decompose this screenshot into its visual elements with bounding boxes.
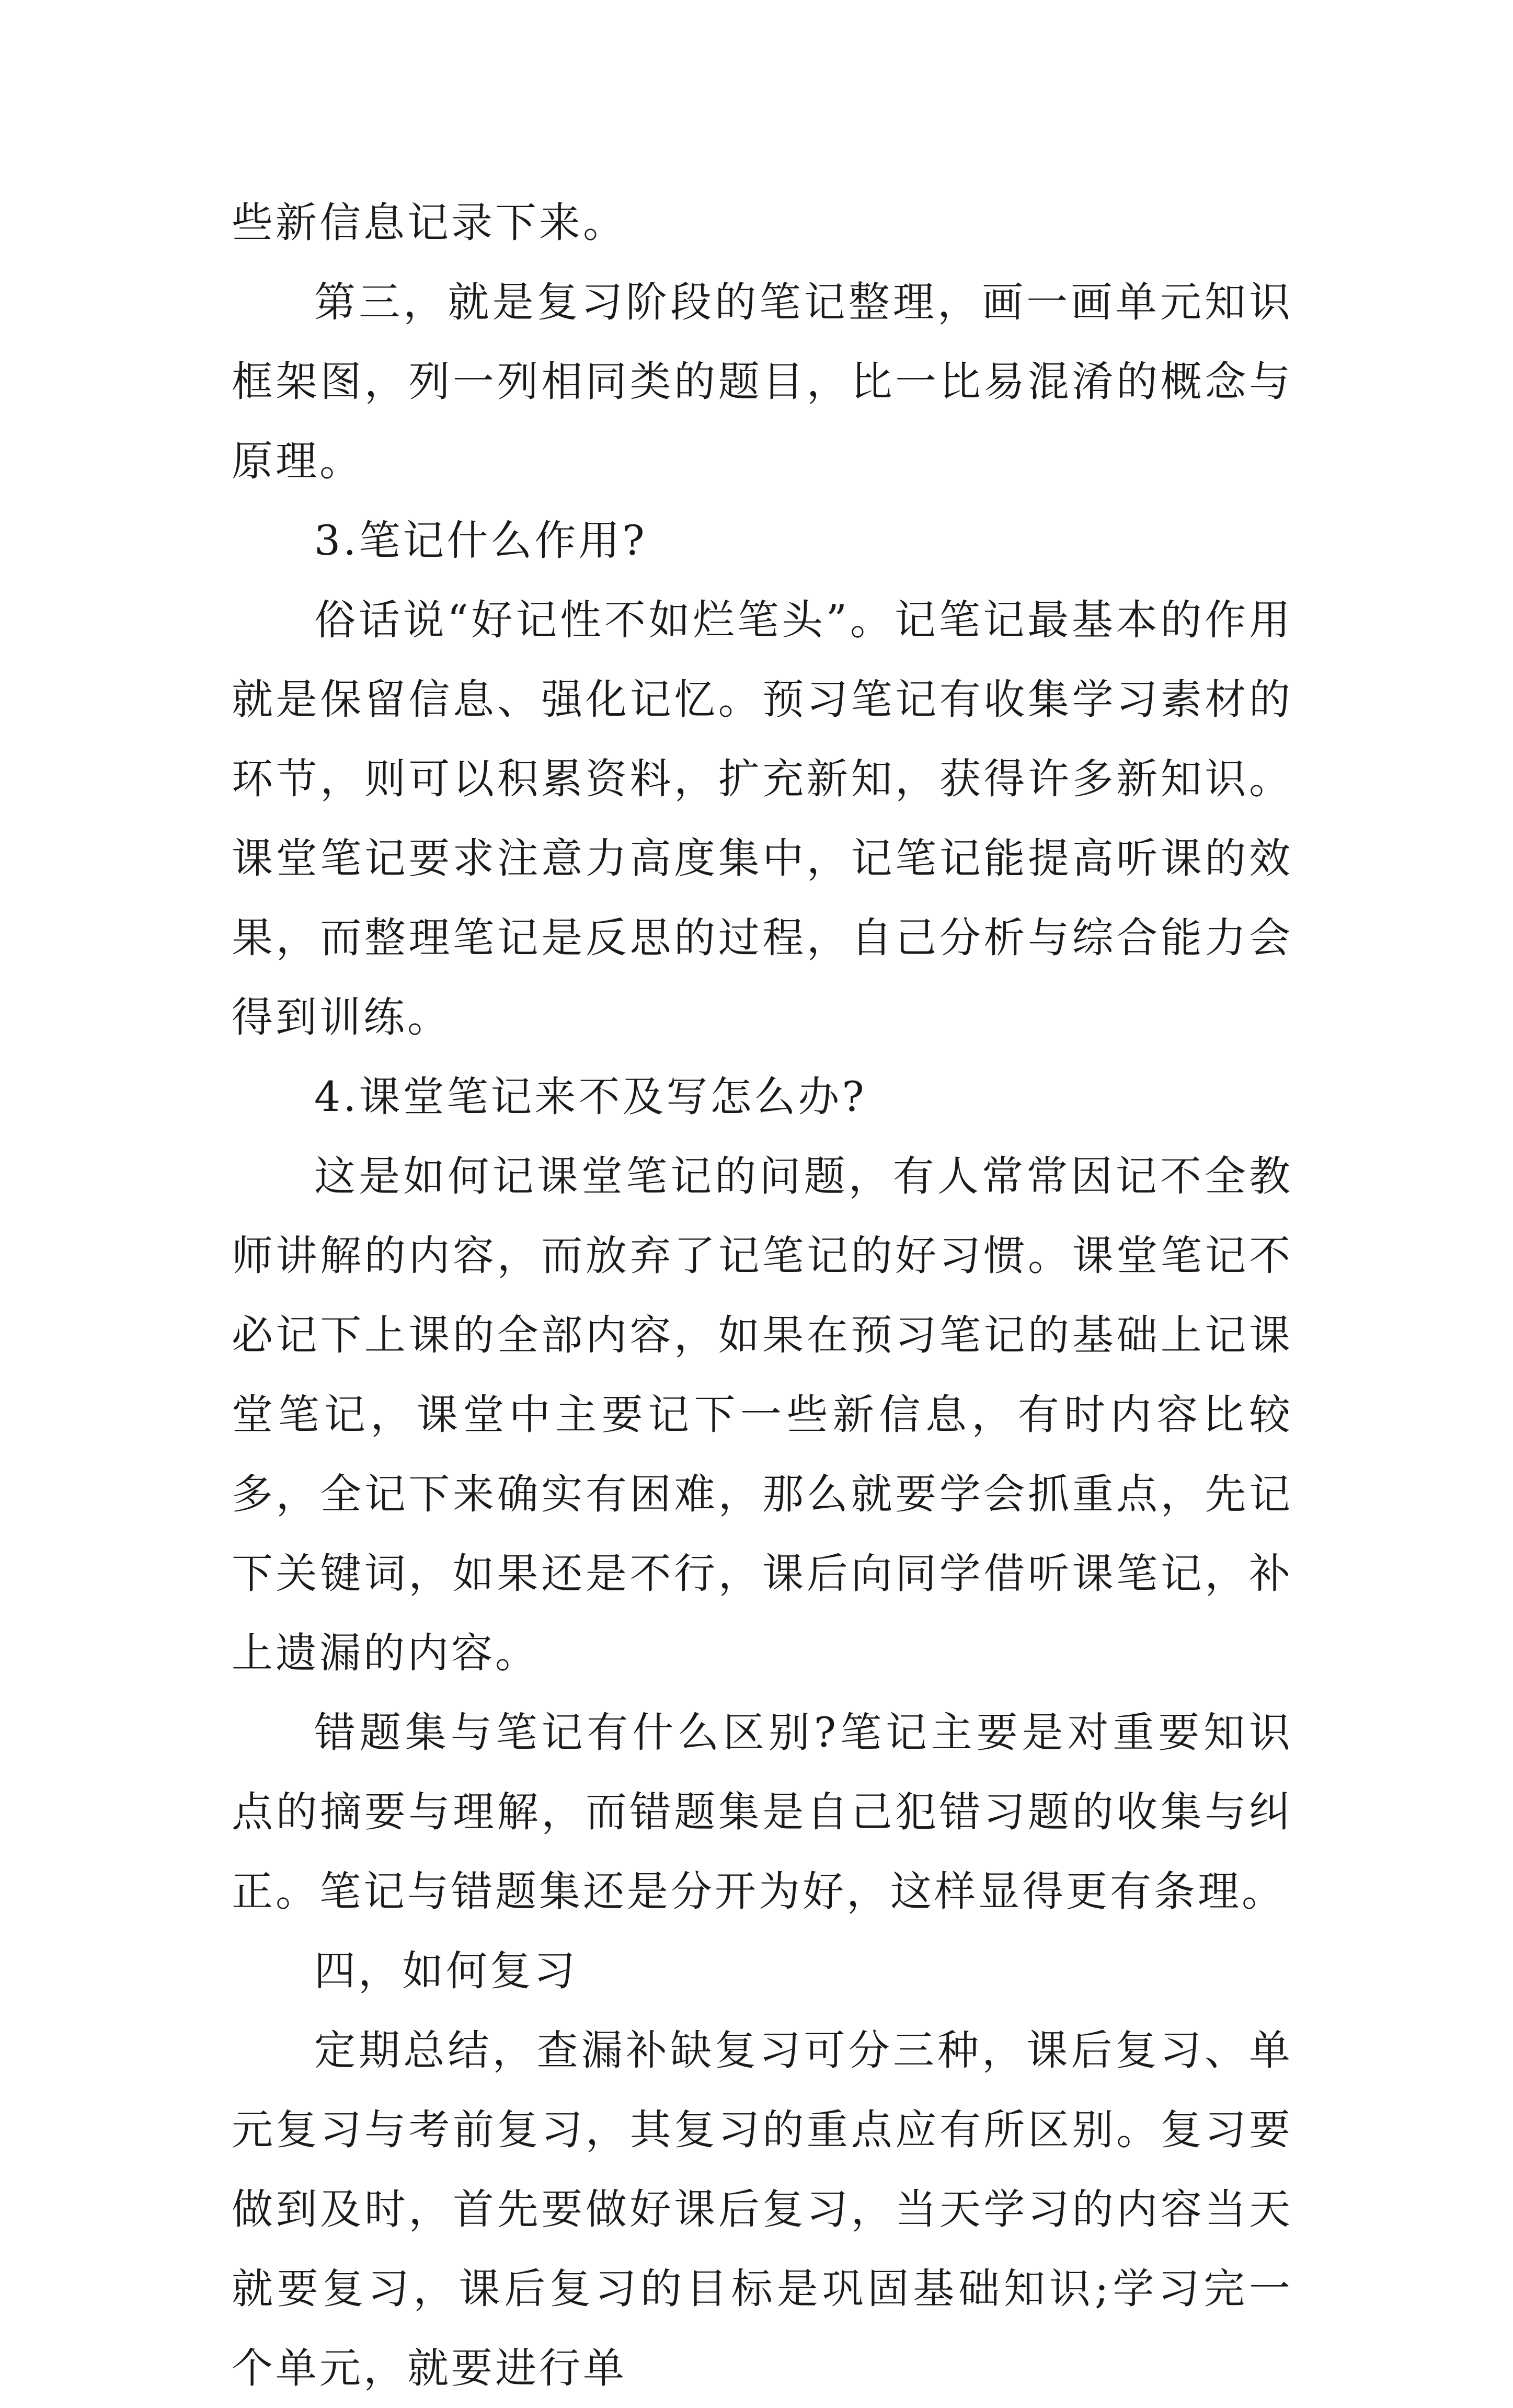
heading-review: 四，如何复习	[314, 1947, 578, 1995]
paragraph-review: 定期总结，查漏补缺复习可分三种，课后复习、单元复习与考前复习，其复习的重点应有所区别。复习要做到及时，首先要做好课后复习，当天学习的内容当天就要复习，课后复习的目标是巩固基础知识;学习完一个单元，就要进行单	[232, 2026, 1293, 2392]
paragraph-error-notebook: 错题集与笔记有什么区别?笔记主要是对重要知识点的摘要与理解，而错题集是自己犯错习题的收集与纠正。笔记与错题集还是分开为好，这样显得更有条理。	[232, 1708, 1293, 1916]
heading-note-purpose: 3.笔记什么作用?	[314, 517, 647, 565]
paragraph-continuation: 些新信息记录下来。	[232, 199, 627, 247]
paragraph-note-purpose: 俗话说“好记性不如烂笔头”。记笔记最基本的作用就是保留信息、强化记忆。预习笔记有收集学习素材的环节，则可以积累资料，扩充新知，获得许多新知识。课堂笔记要求注意力高度集中，记笔记能提高听课的效果，而整理笔记是反思的过程，自己分析与综合能力会得到训练。	[232, 596, 1293, 1041]
paragraph-class-notes: 这是如何记课堂笔记的问题，有人常常因记不全教师讲解的内容，而放弃了记笔记的好习惯。课堂笔记不必记下上课的全部内容，如果在预习笔记的基础上记课堂笔记，课堂中主要记下一些新信息，有时内容比较多，全记下来确实有困难，那么就要学会抓重点，先记下关键词，如果还是不行，课后向同学借听课笔记，补上遗漏的内容。	[232, 1152, 1293, 1677]
heading-class-notes: 4.课堂笔记来不及写怎么办?	[314, 1073, 867, 1121]
paragraph-third-point: 第三，就是复习阶段的笔记整理，画一画单元知识框架图，列一列相同类的题目，比一比易混淆的概念与原理。	[232, 278, 1293, 485]
body-text	[232, 183, 1293, 2408]
